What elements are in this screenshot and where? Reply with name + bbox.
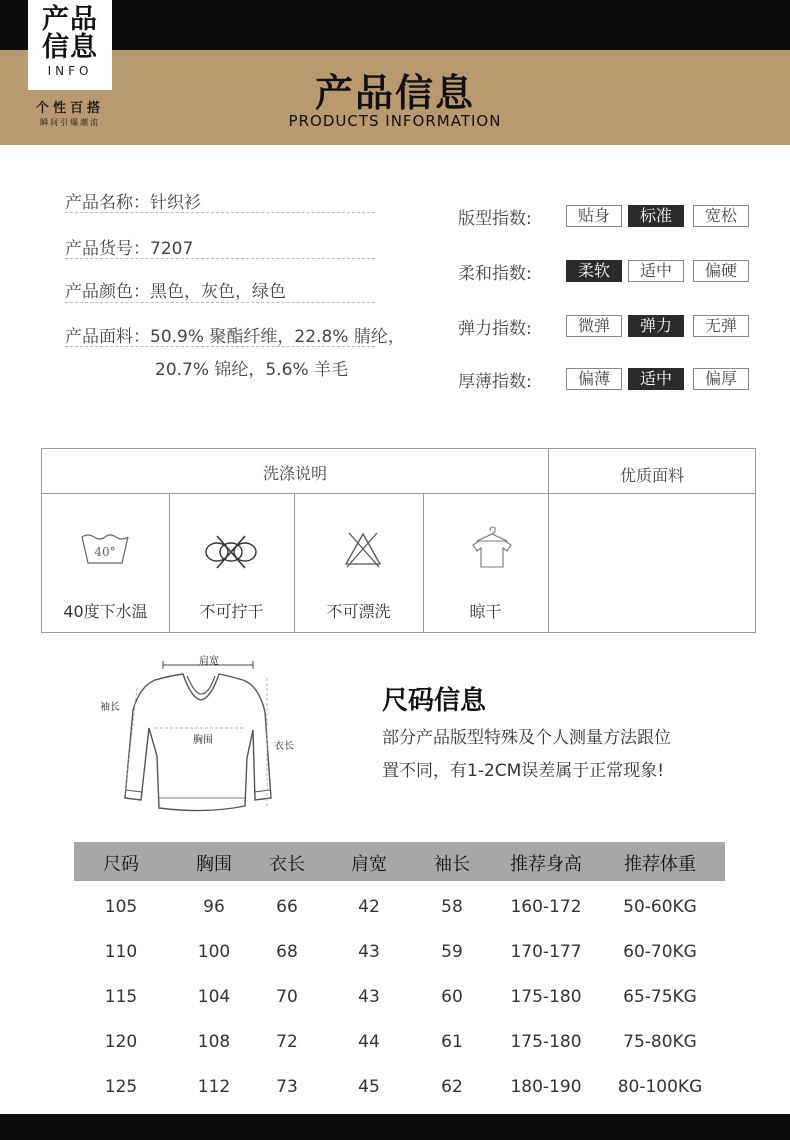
- index-option: 标准: [628, 205, 684, 227]
- table-cell: 68: [276, 942, 298, 962]
- table-cell: 44: [358, 1032, 380, 1052]
- bottom-bar: [0, 1114, 790, 1140]
- sleeve-label: 袖长: [100, 702, 120, 713]
- table-cell: 180-190: [510, 1077, 582, 1097]
- table-header-cell: 肩宽: [351, 854, 387, 875]
- index-option: 偏薄: [566, 368, 622, 390]
- table-cell: 73: [276, 1077, 298, 1097]
- table-cell: 120: [104, 1032, 138, 1052]
- table-cell: 45: [358, 1077, 380, 1097]
- badge-line3: INFO: [47, 64, 93, 78]
- table-cell: 43: [358, 942, 380, 962]
- table-cell: 61: [441, 1032, 463, 1052]
- index-option: 柔软: [566, 260, 622, 282]
- index-option: 无弹: [693, 315, 749, 337]
- table-cell: 59: [441, 942, 463, 962]
- table-cell: 115: [104, 987, 138, 1007]
- length-label: 衣长: [274, 741, 294, 752]
- index-option: 贴身: [566, 205, 622, 227]
- index-label: 柔和指数:: [458, 264, 532, 284]
- wash-label-4: 晾干: [469, 602, 502, 621]
- product-color: 产品颜色：黑色，灰色，绿色: [65, 282, 286, 302]
- table-cell: 62: [441, 1077, 463, 1097]
- page-subtitle: PRODUCTS INFORMATION: [288, 112, 502, 130]
- table-cell: 43: [358, 987, 380, 1007]
- index-label: 弹力指数:: [458, 319, 532, 339]
- table-cell: 72: [276, 1032, 298, 1052]
- badge-line2: 信息: [42, 32, 98, 63]
- table-cell: 50-60KG: [623, 897, 697, 917]
- table-cell: 170-177: [510, 942, 582, 962]
- table-cell: 100: [197, 942, 231, 962]
- slogan-main: 个性百搭: [35, 101, 104, 116]
- size-info-desc-2: 置不同，有1-2CM误差属于正常现象!: [382, 761, 665, 781]
- chest-label: 胸围: [193, 735, 213, 746]
- no-wring-icon: [203, 533, 259, 571]
- no-bleach-icon: [343, 529, 383, 569]
- table-cell: 175-180: [510, 987, 582, 1007]
- table-cell: 42: [358, 897, 380, 917]
- table-header-cell: 胸围: [196, 854, 232, 875]
- table-cell: 160-172: [510, 897, 582, 917]
- size-info-title: 尺码信息: [382, 686, 487, 716]
- index-option: 弹力: [628, 315, 684, 337]
- table-header-cell: 衣长: [269, 854, 305, 875]
- index-option: 适中: [628, 260, 684, 282]
- divider: [65, 258, 375, 259]
- table-cell: 70: [276, 987, 298, 1007]
- wash-label-1: 40度下水温: [63, 602, 148, 621]
- index-option: 偏硬: [693, 260, 749, 282]
- index-option: 宽松: [693, 205, 749, 227]
- table-cell: 80-100KG: [617, 1077, 703, 1097]
- temp-mark: 40°: [94, 545, 116, 559]
- wash-header-right: 优质面料: [619, 466, 684, 485]
- wash-header-left: 洗涤说明: [262, 464, 327, 483]
- table-header-cell: 推荐体重: [624, 854, 696, 875]
- product-code: 产品货号：7207: [65, 239, 194, 259]
- table-cell: 104: [197, 987, 231, 1007]
- badge-line1: 产品: [42, 4, 98, 35]
- top-bar: [0, 0, 790, 50]
- hang-dry-icon: [471, 525, 513, 571]
- table-cell: 60: [441, 987, 463, 1007]
- divider: [65, 302, 375, 303]
- table-cell: 66: [276, 897, 298, 917]
- wash-label-2: 不可拧干: [199, 602, 264, 621]
- index-option: 偏厚: [693, 368, 749, 390]
- size-info-desc-1: 部分产品版型特殊及个人测量方法跟位: [382, 728, 671, 748]
- table-cell: 108: [197, 1032, 231, 1052]
- product-name: 产品名称：针织衫: [65, 193, 201, 213]
- table-cell: 65-75KG: [623, 987, 697, 1007]
- page-title: 产品信息: [314, 71, 475, 115]
- table-cell: 105: [104, 897, 138, 917]
- table-cell: 60-70KG: [623, 942, 697, 962]
- wash-40-icon: [80, 533, 130, 567]
- table-header-cell: 尺码: [103, 854, 139, 875]
- divider: [42, 493, 755, 494]
- index-label: 厚薄指数:: [458, 372, 532, 392]
- table-cell: 96: [203, 897, 225, 917]
- product-material: 产品面料：50.9% 聚酯纤维，22.8% 腈纶，: [65, 327, 405, 347]
- index-option: 微弹: [566, 315, 622, 337]
- divider: [65, 212, 375, 213]
- table-header-cell: 袖长: [434, 854, 470, 875]
- table-cell: 58: [441, 897, 463, 917]
- wash-label-3: 不可漂洗: [326, 602, 391, 621]
- slogan-sub: 瞬间引爆潮流: [40, 118, 100, 127]
- product-material-cont: 20.7% 锦纶，5.6% 羊毛: [155, 360, 349, 380]
- table-cell: 112: [197, 1077, 231, 1097]
- index-option: 适中: [628, 368, 684, 390]
- table-header-cell: 推荐身高: [510, 854, 582, 875]
- table-cell: 75-80KG: [623, 1032, 697, 1052]
- table-cell: 110: [104, 942, 138, 962]
- divider: [65, 346, 375, 347]
- shoulder-label: 肩宽: [199, 656, 219, 667]
- table-cell: 125: [104, 1077, 138, 1097]
- table-cell: 175-180: [510, 1032, 582, 1052]
- wash-table: [41, 448, 756, 633]
- index-label: 版型指数:: [458, 209, 532, 229]
